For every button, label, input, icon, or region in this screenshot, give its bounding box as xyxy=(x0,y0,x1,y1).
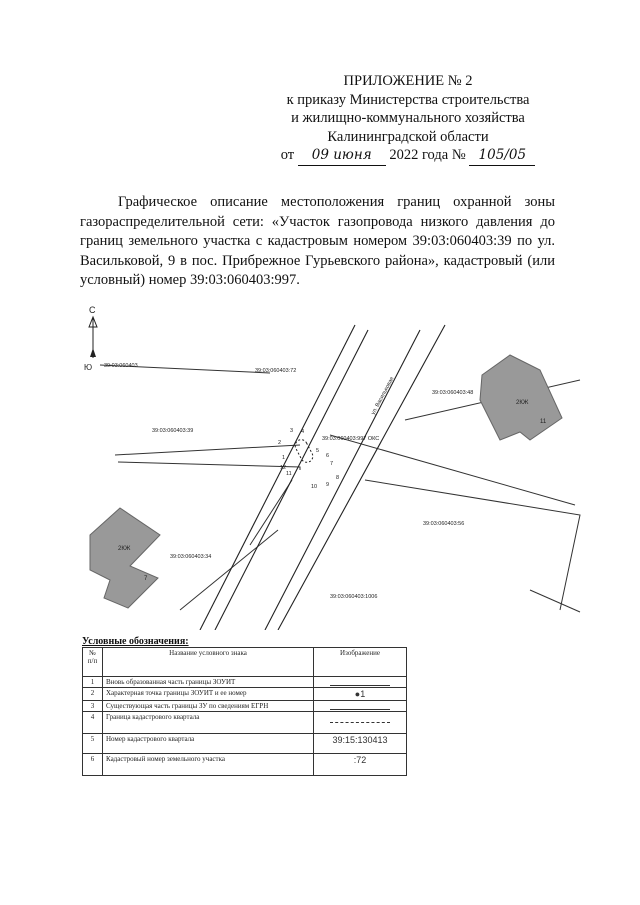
description-text: Графическое описание местоположения границ охранной зоны газораспределительной сети: «Участок газопровода низкого давления до границ земельного участка с кадастровым номером 39:03:060403:39 по ул. Васильковой, 9 в пос. Прибрежное Гурьевского района», кадастровый (или условный) номер 39:03:060403:997. xyxy=(80,194,555,288)
point-label: 5 xyxy=(316,448,320,454)
point-marker-icon: ● xyxy=(354,689,361,699)
legend-header-image: Изображение xyxy=(314,648,407,677)
building-left xyxy=(90,508,160,608)
legend-image xyxy=(314,754,407,776)
appendix-title: ПРИЛОЖЕНИЕ № 2 xyxy=(343,73,473,89)
legend-name: Вновь образованная часть границы ЗОУИТ xyxy=(103,677,314,688)
legend-row xyxy=(83,701,407,712)
legend-image xyxy=(314,701,407,712)
order-line-1: к приказу Министерства строительства xyxy=(286,91,530,108)
legend-row xyxy=(83,754,407,776)
solid-line-icon xyxy=(330,709,390,710)
order-line-3: Калининградской области xyxy=(327,128,489,145)
street-label: ул. Васильковая xyxy=(370,376,396,416)
point-label: 11 xyxy=(286,471,292,477)
legend-image xyxy=(314,734,407,754)
from-label: от xyxy=(280,147,295,163)
legend-row xyxy=(83,734,407,754)
parcel-label-39: 39:03:060403:39 xyxy=(152,428,194,434)
point-label: 3 xyxy=(290,428,294,434)
parcel-label-1006: 39:03:060403:1006 xyxy=(330,594,378,600)
description-paragraph xyxy=(80,193,555,291)
solid-line-icon xyxy=(330,685,390,686)
point-marker-number: 1 xyxy=(360,689,366,699)
north-label: С xyxy=(89,305,96,315)
north-arrow-icon xyxy=(89,317,97,358)
point-label: 4 xyxy=(301,429,305,435)
legend-row xyxy=(83,688,407,701)
parcel-label-34: 39:03:060403:34 xyxy=(170,554,212,560)
point-label: 2 xyxy=(278,440,282,446)
legend-num: 2 xyxy=(83,688,103,701)
handwritten-number: 105/05 xyxy=(469,146,535,166)
legend-image xyxy=(314,688,407,701)
legend-name: Кадастровый номер земельного участка xyxy=(103,754,314,776)
road-edges xyxy=(200,325,445,630)
order-date-line xyxy=(258,146,558,166)
parcel-label-56: 39:03:060403:56 xyxy=(423,521,465,527)
handwritten-date: 09 июня xyxy=(298,146,386,166)
legend-name: Граница кадастрового квартала xyxy=(103,712,314,734)
legend-header-name: Название условного знака xyxy=(103,648,314,677)
parcel-label-997: 39:03:060403:997 ОКС xyxy=(322,436,380,442)
legend-table xyxy=(82,647,407,776)
legend-row xyxy=(83,677,407,688)
appendix-header xyxy=(258,72,558,166)
dashed-line-icon xyxy=(330,722,390,723)
legend-num: 3 xyxy=(83,701,103,712)
point-label: 7 xyxy=(330,461,334,467)
legend-title: Условные обозначения: xyxy=(82,636,189,647)
legend-header-row xyxy=(83,648,407,677)
building-left-label: 2КЖ xyxy=(118,546,131,552)
legend-name: Существующая часть границы ЗУ по сведениям ЕГРН xyxy=(103,701,314,712)
legend-header-num: № п/п xyxy=(83,648,103,677)
point-label: 12 xyxy=(280,465,287,471)
legend-num: 5 xyxy=(83,734,103,754)
quarter-number-sample: 39:15:130413 xyxy=(332,735,388,745)
point-label: 6 xyxy=(326,453,330,459)
order-line-2: и жилищно-коммунального хозяйства xyxy=(291,110,525,126)
legend-row xyxy=(83,712,407,734)
parcel-label-72: 39:03:060403:72 xyxy=(255,368,297,374)
legend-num: 1 xyxy=(83,677,103,688)
building-right-number: 11 xyxy=(540,419,547,425)
south-label: Ю xyxy=(84,363,93,372)
legend-image xyxy=(314,712,407,734)
point-label: 9 xyxy=(326,482,330,488)
legend-num: 4 xyxy=(83,712,103,734)
building-right xyxy=(480,355,562,440)
quarter-label-tl: 39:03:060403 xyxy=(104,363,138,369)
building-right-label: 2КЖ xyxy=(516,400,529,406)
point-label: 10 xyxy=(311,484,318,490)
legend-name: Характерная точка границы ЗОУИТ и ее номер xyxy=(103,688,314,701)
year-label: 2022 года № xyxy=(389,147,466,163)
point-label: 8 xyxy=(336,475,340,481)
parcel-number-sample: :72 xyxy=(353,755,367,765)
point-label: 1 xyxy=(282,455,286,461)
legend-image xyxy=(314,677,407,688)
building-left-number: 7 xyxy=(144,576,148,582)
legend-name: Номер кадастрового квартала xyxy=(103,734,314,754)
parcel-label-48: 39:03:060403:48 xyxy=(432,390,474,396)
cadastral-map xyxy=(0,300,640,630)
legend-num: 6 xyxy=(83,754,103,776)
